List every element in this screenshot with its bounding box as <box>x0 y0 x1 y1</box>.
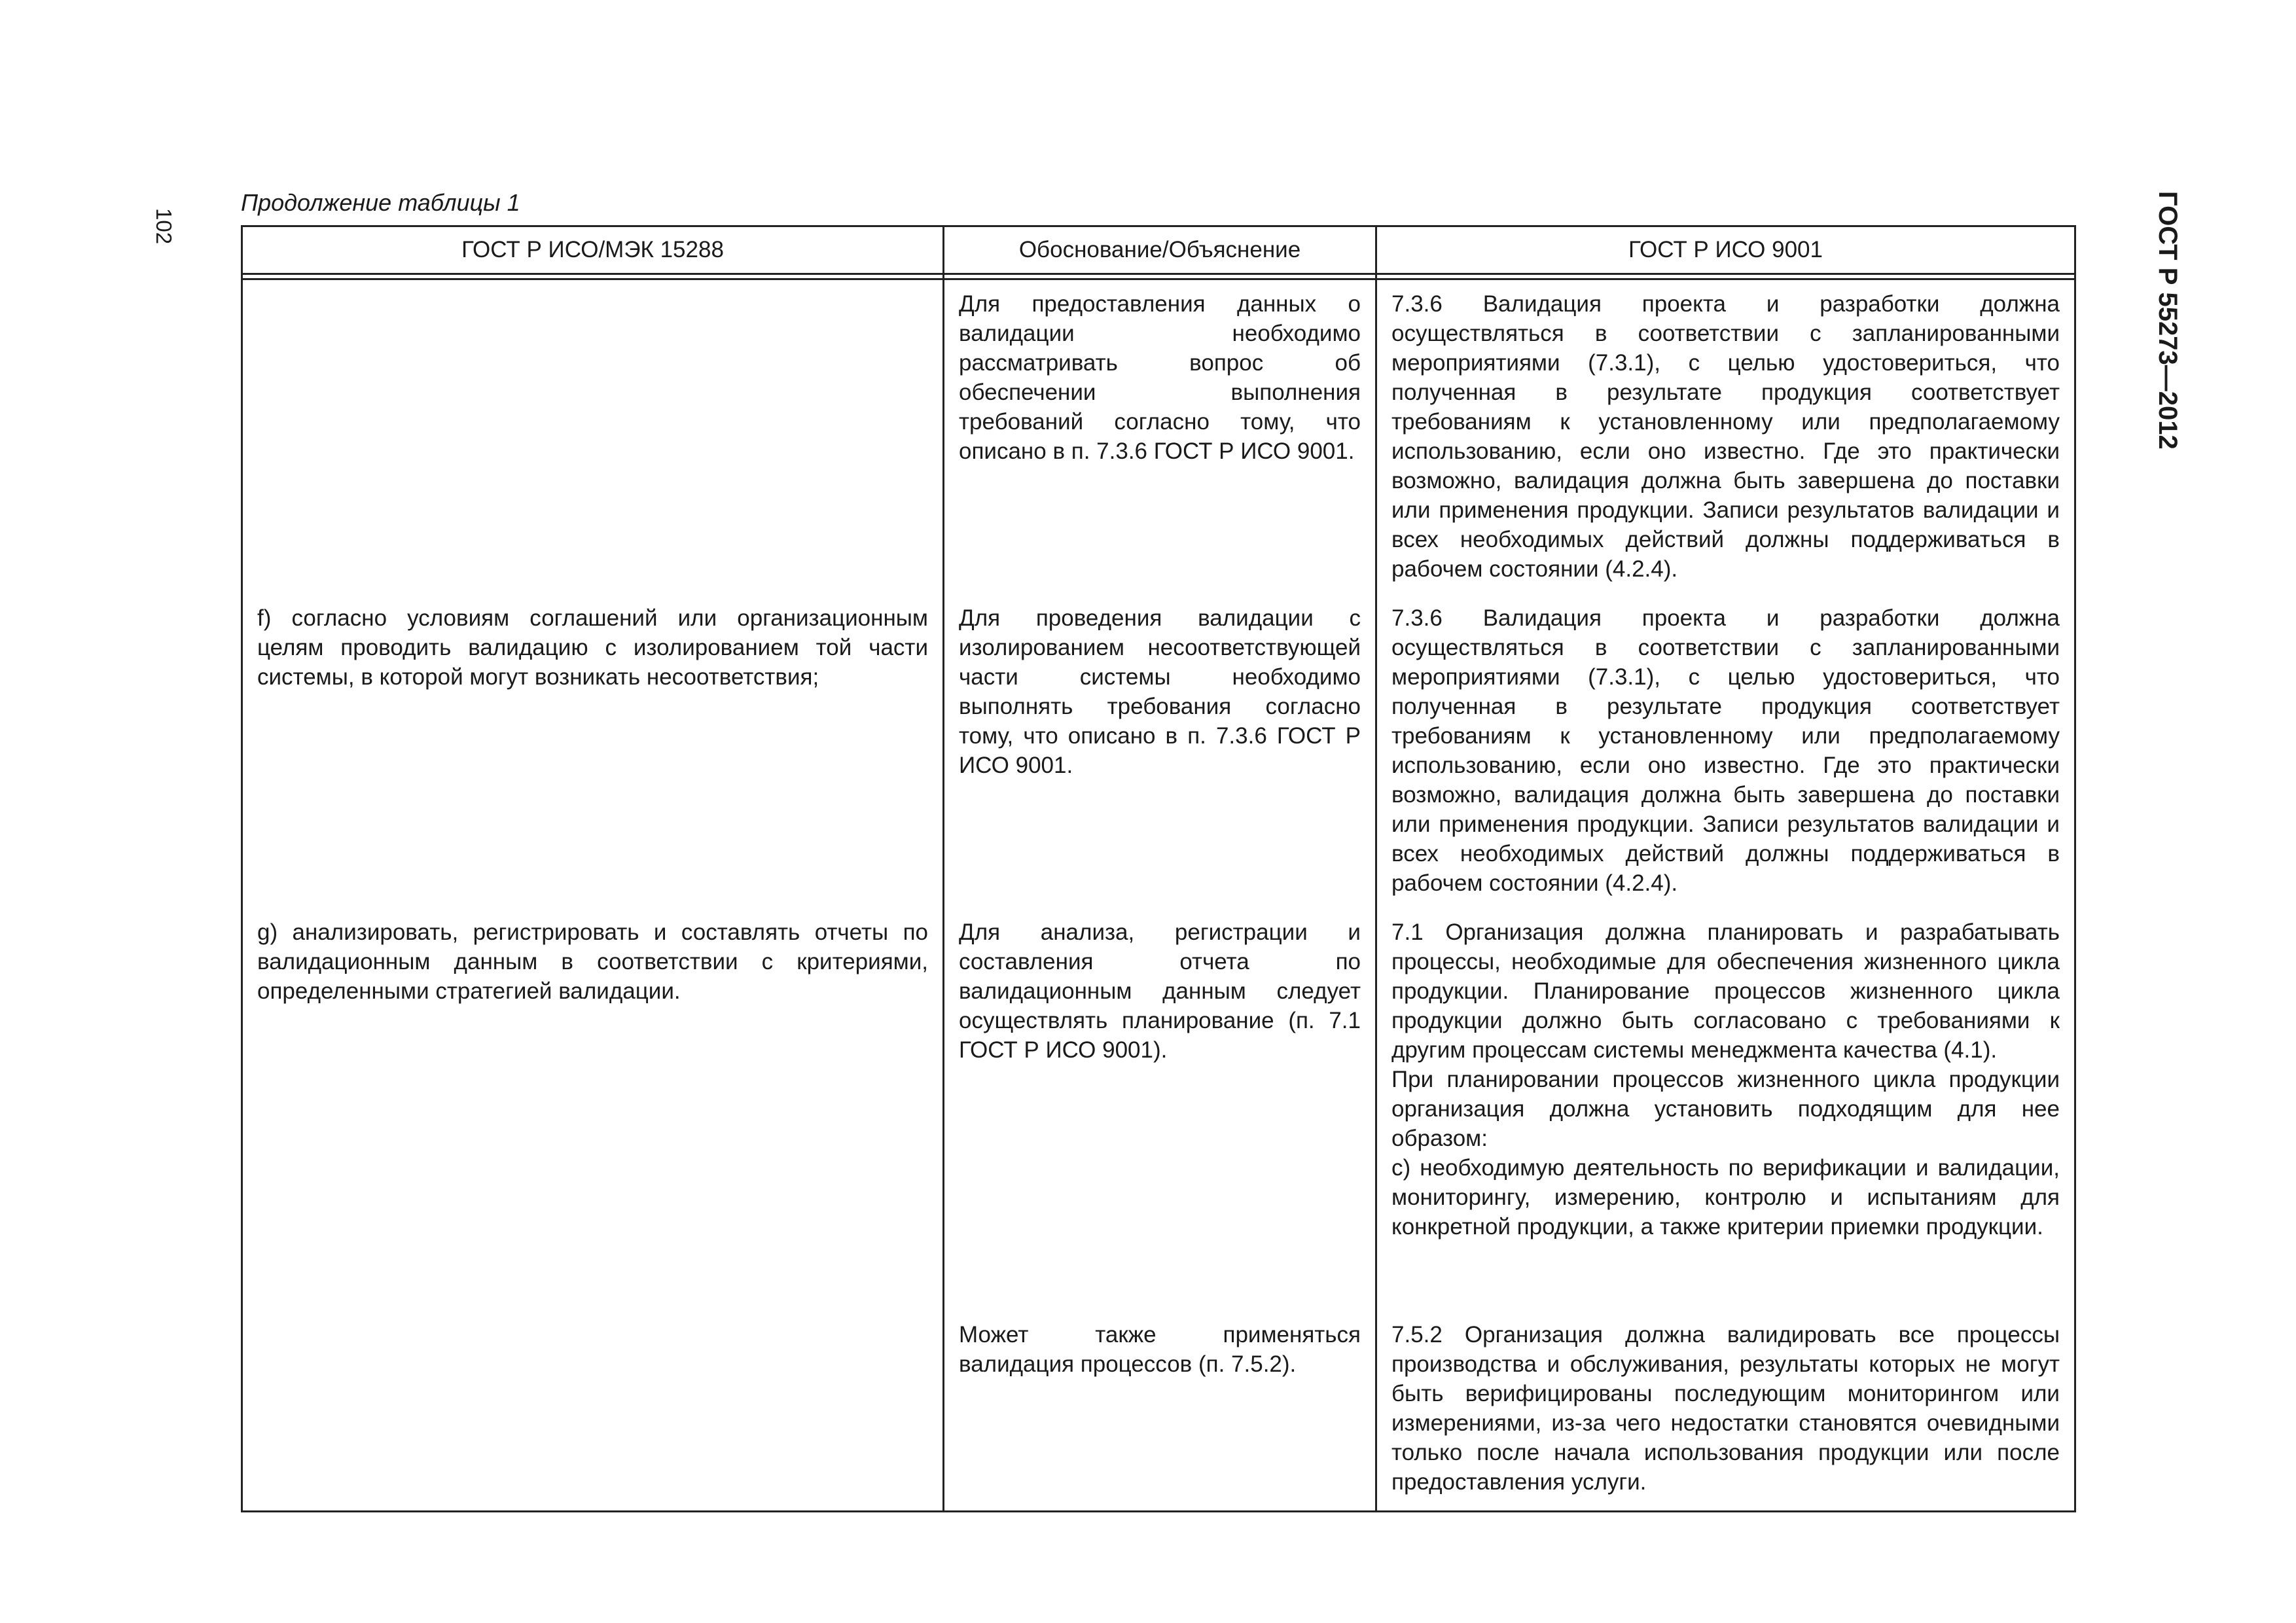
table-caption: Продолжение таблицы 1 <box>241 189 520 216</box>
column-header-iso15288: ГОСТ Р ИСО/МЭК 15288 <box>461 237 724 262</box>
table-row-3-justification: Для анализа, регистрации и составления отчета по валидационным данным следует осуществлять планирование (п. 7.1 ГОСТ Р ИСО 9001). <box>959 919 1361 1063</box>
table-row-1-justification: Для предоставления данных о валидации необходимо рассматривать вопрос об обеспечении выполнения требований согласно тому, что описано в п. 7.3.6 ГОСТ Р ИСО 9001. <box>959 291 1361 464</box>
table-row-4-iso9001: 7.5.2 Организация должна валидировать все процессы производства и обслуживания, результаты которых не могут быть верифицированы последующим мониторингом или измерениями, из-за чего недостатки становятся очевидными только после начала использования продукции или после предоставления услуги. <box>1391 1322 2060 1495</box>
table-row-4-justification: Может также применяться валидация процессов (п. 7.5.2). <box>959 1322 1361 1377</box>
iso9001-item-c: с) необходимую деятельность по верификации и валидации, мониторингу, измерению, контролю и испытаниям для конкретной продукции, а также критерии приемки продукции. <box>1391 1155 2060 1240</box>
page-number: 102 <box>152 208 176 245</box>
iso9001-planning-intro: При планировании процессов жизненного цикла продукции организация должна установить подходящим для нее образом: <box>1391 1067 2060 1151</box>
table-row-2-iso15288: f) согласно условиям соглашений или организационным целям проводить валидацию с изолированием той части системы, в которой могут возникать несоответствия; <box>257 605 928 690</box>
column-header-iso9001: ГОСТ Р ИСО 9001 <box>1628 237 1823 262</box>
table-row-1-iso9001: 7.3.6 Валидация проекта и разработки должна осуществляться в соответствии с запланированными мероприятиями (7.3.1), с целью удостовериться, что полученная в результате продукция соответствует требованиям к установленному или предполагаемому использованию, если оно известно. Где это практически возможно, валидация должна быть завершена до поставки или применения продукции. Записи результатов валидации и всех необходимых действий должны поддерживаться в рабочем состоянии (4.2.4). <box>1391 291 2060 582</box>
iso9001-clause-7-1: 7.1 Организация должна планировать и разрабатывать процессы, необходимые для обеспечения жизненного цикла продукции. Планирование процессов жизненного цикла продукции должно быть согласовано с требованиями к другим процессам системы менеджмента качества (4.1). <box>1391 919 2060 1063</box>
header-divider <box>243 273 2074 275</box>
document-code: ГОСТ Р 55273—2012 <box>2153 191 2182 450</box>
comparison-table <box>241 225 2076 1512</box>
table-row-3-iso9001 <box>1377 918 2074 1241</box>
table-row-2-iso9001: 7.3.6 Валидация проекта и разработки должна осуществляться в соответствии с запланированными мероприятиями (7.3.1), с целью удостовериться, что полученная в результате продукция соответствует требованиям к установленному или предполагаемому использованию, если оно известно. Где это практически возможно, валидация должна быть завершена до поставки или применения продукции. Записи результатов валидации и всех необходимых действий должны поддерживаться в рабочем состоянии (4.2.4). <box>1391 605 2060 896</box>
column-header-justification: Обоснование/Объяснение <box>1018 237 1301 262</box>
header-divider <box>243 278 2074 280</box>
table-row-3-iso15288: g) анализировать, регистрировать и составлять отчеты по валидационным данным в соответствии с критериями, определенными стратегией валидации. <box>257 919 928 1004</box>
table-row-2-justification: Для проведения валидации с изолированием несоответствующей части системы необходимо выполнять требования согласно тому, что описано в п. 7.3.6 ГОСТ Р ИСО 9001. <box>959 605 1361 778</box>
